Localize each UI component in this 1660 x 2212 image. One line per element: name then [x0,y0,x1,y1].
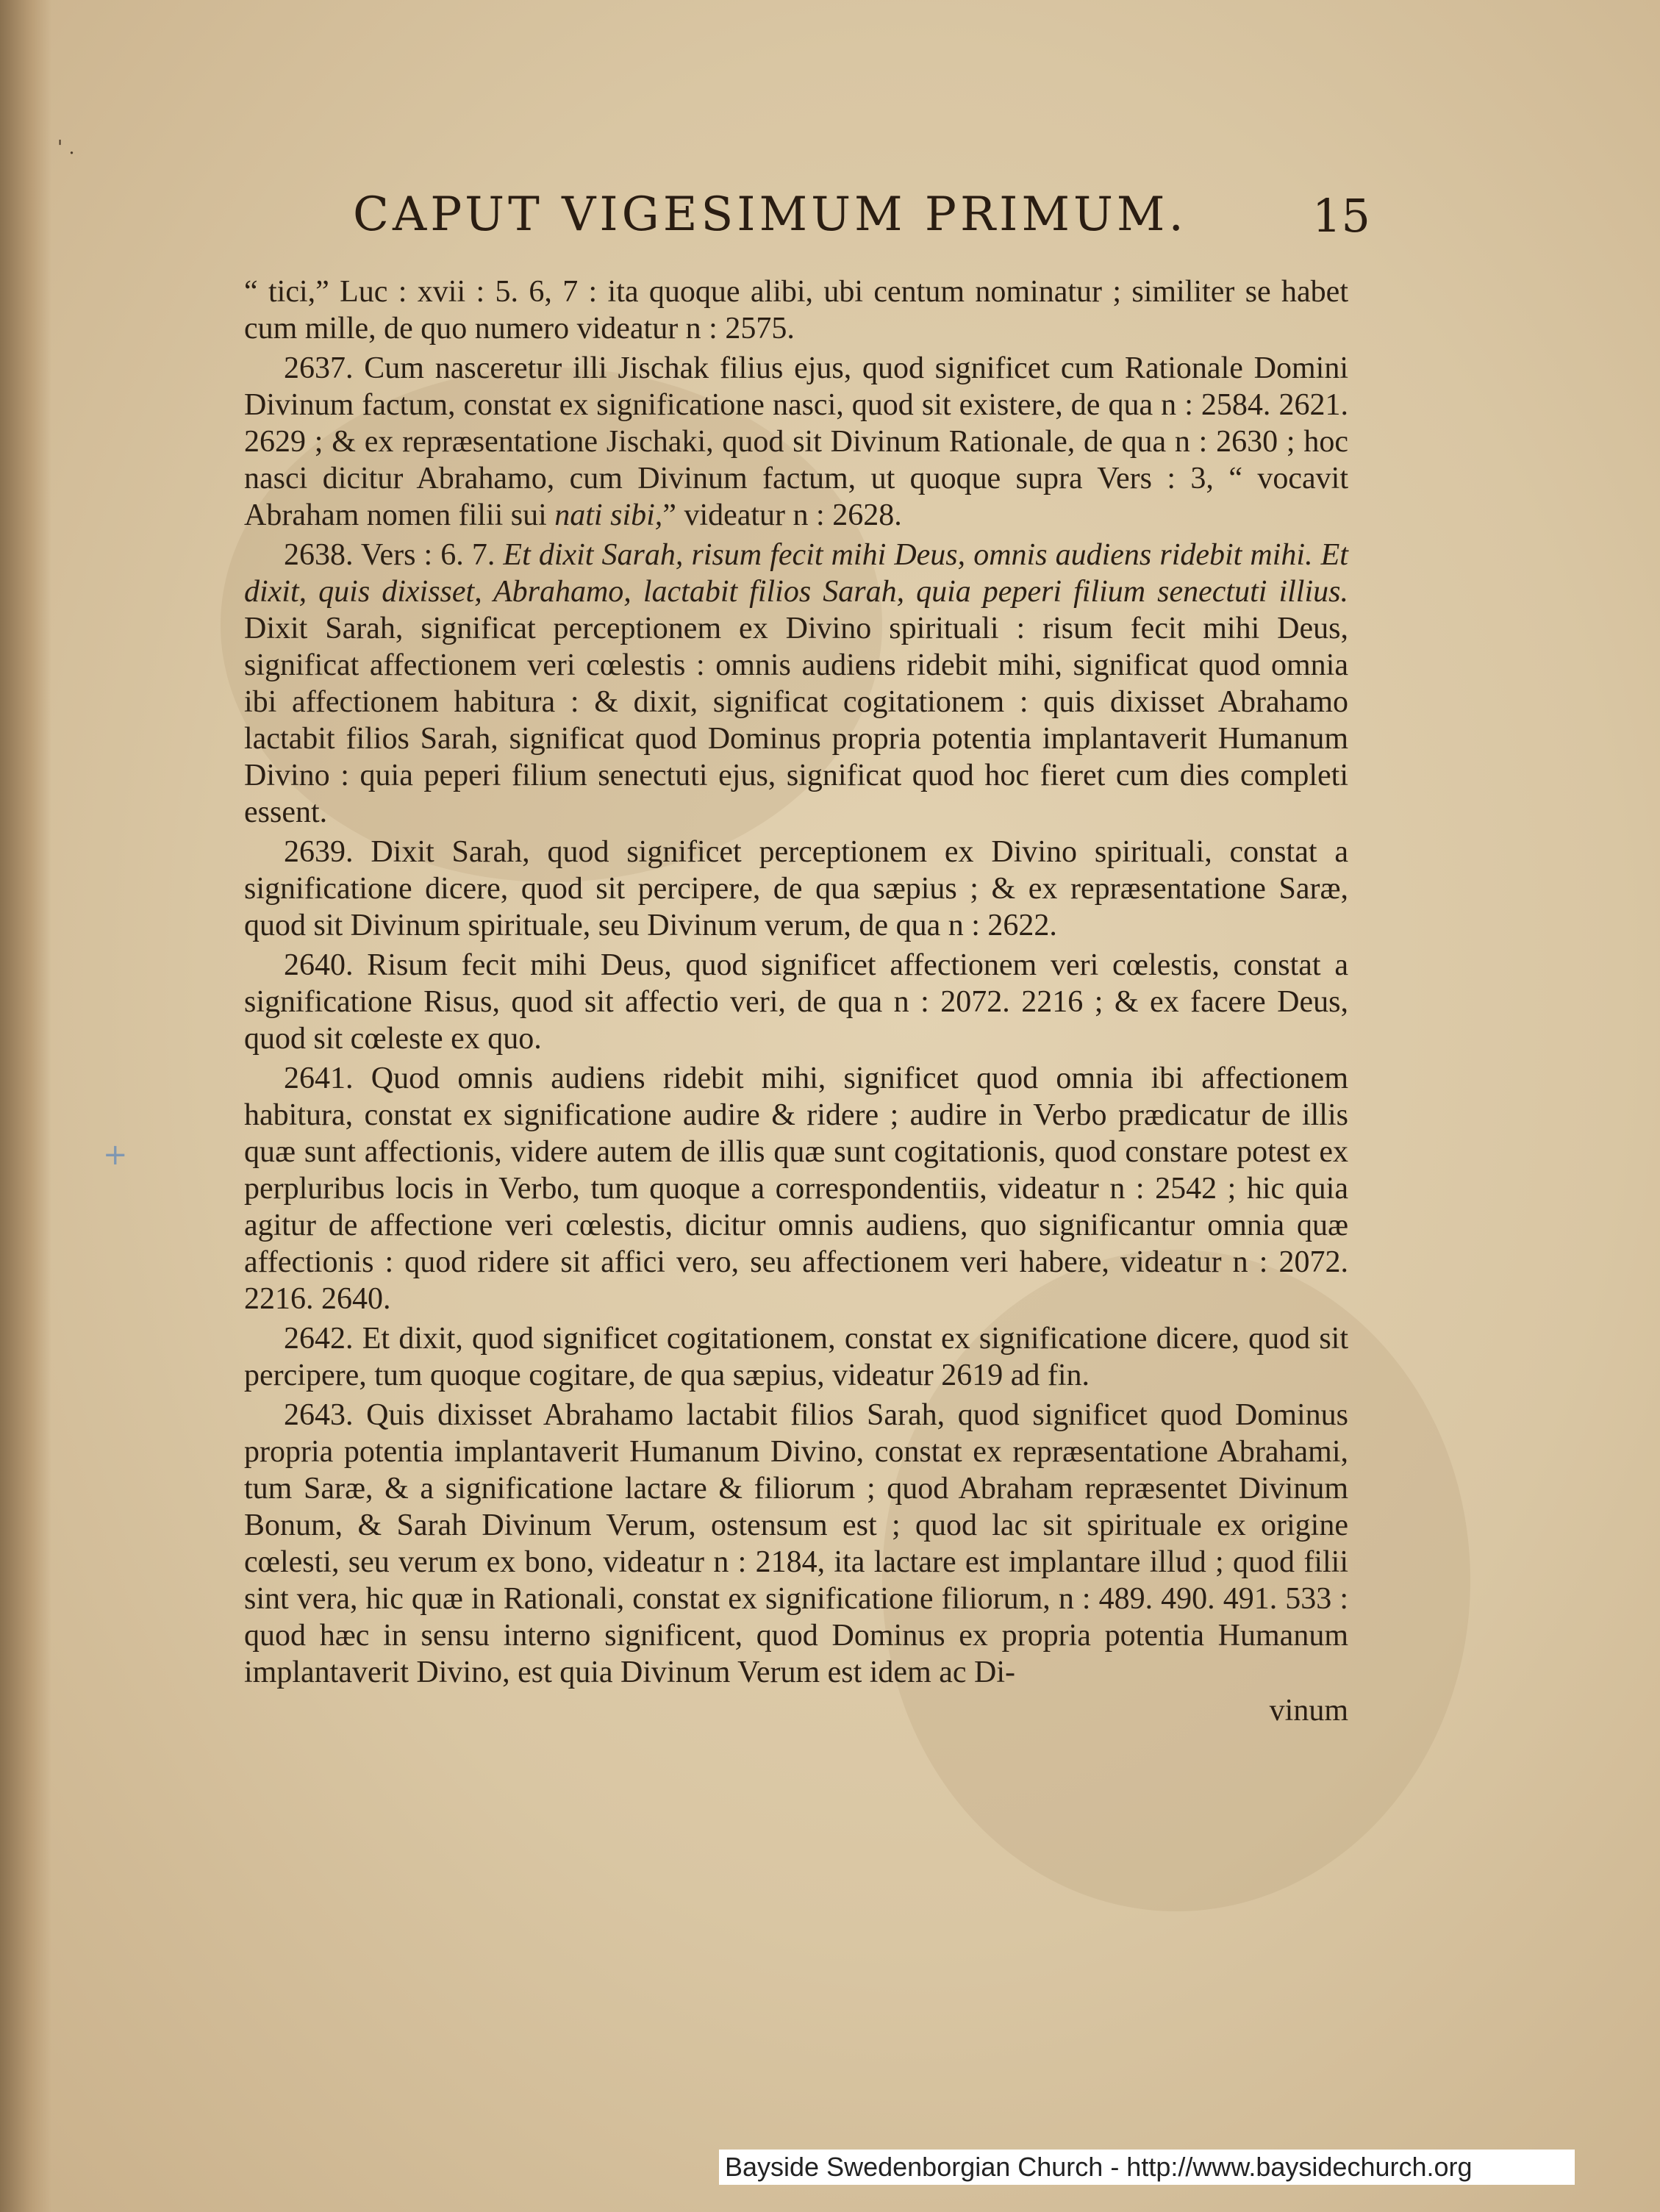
catchword: vinum [1269,1694,1348,1728]
body-text [244,273,1348,1729]
paragraph [244,350,1348,534]
paragraph-number: 2640. [284,948,354,982]
paragraph [244,1060,1348,1317]
margin-cross-mark: + [103,1138,128,1172]
paragraph-number: 2639. [284,835,354,869]
paragraph-text: Quis dixisset Abrahamo lactabit filios Sarah, quod significet quod Dominus propria potentia implantaverit Humanum Divino, constat ex repræsentatione Abrahami, tum Saræ, & a significatione lactare & filiorum ; quod Abraham repræsentet Divinum Bonum, & Sarah Divinum Verum, ostensum est ; quod lac sit spirituale ex origine cœlesti, seu verum ex bono, videatur n : 2184, ita lactare est implantare illud ; quod filii sint vera, hic quæ in Rationali, constat ex significatione filiorum, n : 489. 490. 491. 533 : quod hæc in sensu interno significent, quod Dominus ex propria potentia Humanum implantaverit Divino, est quia Divinum Verum est idem ac Di- [244,1398,1348,1689]
paragraph-text: Dixit Sarah, significat perceptionem ex Divino spirituali : risum fecit mihi Deus, significat affectionem veri cœlestis : omnis audiens ridebit mihi, significat quod omnia ibi affectionem habitura : & dixit, significat cogitationem : quis dixisset Abrahamo lactabit filios Sarah, significat quod Dominus propria potentia implantaverit Humanum Divino : quia peperi filium senectuti ejus, significat quod hoc fieret cum dies completi essent. [244,612,1348,829]
paragraph-number: 2642. [284,1322,354,1356]
italic-text: nati sibi, [554,498,663,532]
margin-marks: ' . [57,137,75,159]
paragraph [244,834,1348,944]
paragraph-text: Quod omnis audiens ridebit mihi, significet quod omnia ibi affectionem habitura, constat ex significatione audire & ridere ; audire in Verbo prædicatur de illis quæ sunt affectionis, videre autem de illis quæ sunt cogitationis, quod constare potest ex perpluribus locis in Verbo, tum quoque a correspondentiis, videatur n : 2542 ; hic quia agitur de affectione veri cœlestis, dicitur omnis audiens, quo significantur omnia quæ affectionis : quod ridere sit affici vero, seu affectionem veri habere, videatur n : 2072. 2216. 2640. [244,1062,1348,1316]
paragraph-number: 2637. [284,351,354,385]
paragraph-text: Et dixit, quod significet cogitationem, constat ex significatione dicere, quod sit percipere, tum quoque cogitare, de qua sæpius, videatur 2619 ad fin. [244,1322,1348,1392]
paragraph [244,1397,1348,1691]
page-number: 15 [1312,189,1370,243]
paragraph-number: 2641. [284,1062,354,1095]
paragraph-number: 2638. [284,538,354,572]
paragraph [244,273,1348,347]
paragraph-text: Cum nasceretur illi Jischak filius ejus, quod significet cum Rationale Domini Divinum factum, constat ex significatione nasci, quod sit existere, de qua n : 2584. 2621. 2629 ; & ex repræsentatione Jischaki, quod sit Divinum Rationale, de qua n : 2630 ; hoc nasci dicitur Abrahamo, cum Divinum factum, ut quoque supra Vers : 3, “ vocavit Abraham nomen filii sui [244,351,1348,532]
paragraph [244,947,1348,1057]
paragraph-text: Risum fecit mihi Deus, quod significet affectionem veri cœlestis, constat a significatione Risus, quod sit affectio veri, de qua n : 2072. 2216 ; & ex facere Deus, quod sit cœleste ex quo. [244,948,1348,1056]
italic-text: Et dixit Sarah, risum fecit mihi Deus, omnis audiens ridebit mihi. Et dixit, quis dixisset, Abrahamo, lactabit filios Sarah, quia peperi filium senectuti illius. [244,538,1348,609]
paragraph-text: ” videatur n : 2628. [662,498,902,532]
paragraph [244,537,1348,831]
footer-credit: Bayside Swedenborgian Church - http://www.baysidechurch.org [719,2150,1575,2185]
book-spine-shadow [0,0,51,2212]
paragraph-text: “ tici,” Luc : xvii : 5. 6, 7 : ita quoque alibi, ubi centum nominatur ; similiter se habet cum mille, de quo numero videatur n : 2575. [244,275,1348,346]
paragraph [244,1320,1348,1394]
paragraph-text: Dixit Sarah, quod significet perceptionem ex Divino spirituali, constat a significatione dicere, quod sit percipere, de qua sæpius ; & ex repræsentatione Saræ, quod sit Divinum spirituale, seu Divinum verum, de qua n : 2622. [244,835,1348,942]
paragraph-text: Vers : 6. 7. [360,538,504,572]
chapter-title: CAPUT VIGESIMUM PRIMUM. [353,187,1187,242]
paragraph-number: 2643. [284,1398,354,1432]
